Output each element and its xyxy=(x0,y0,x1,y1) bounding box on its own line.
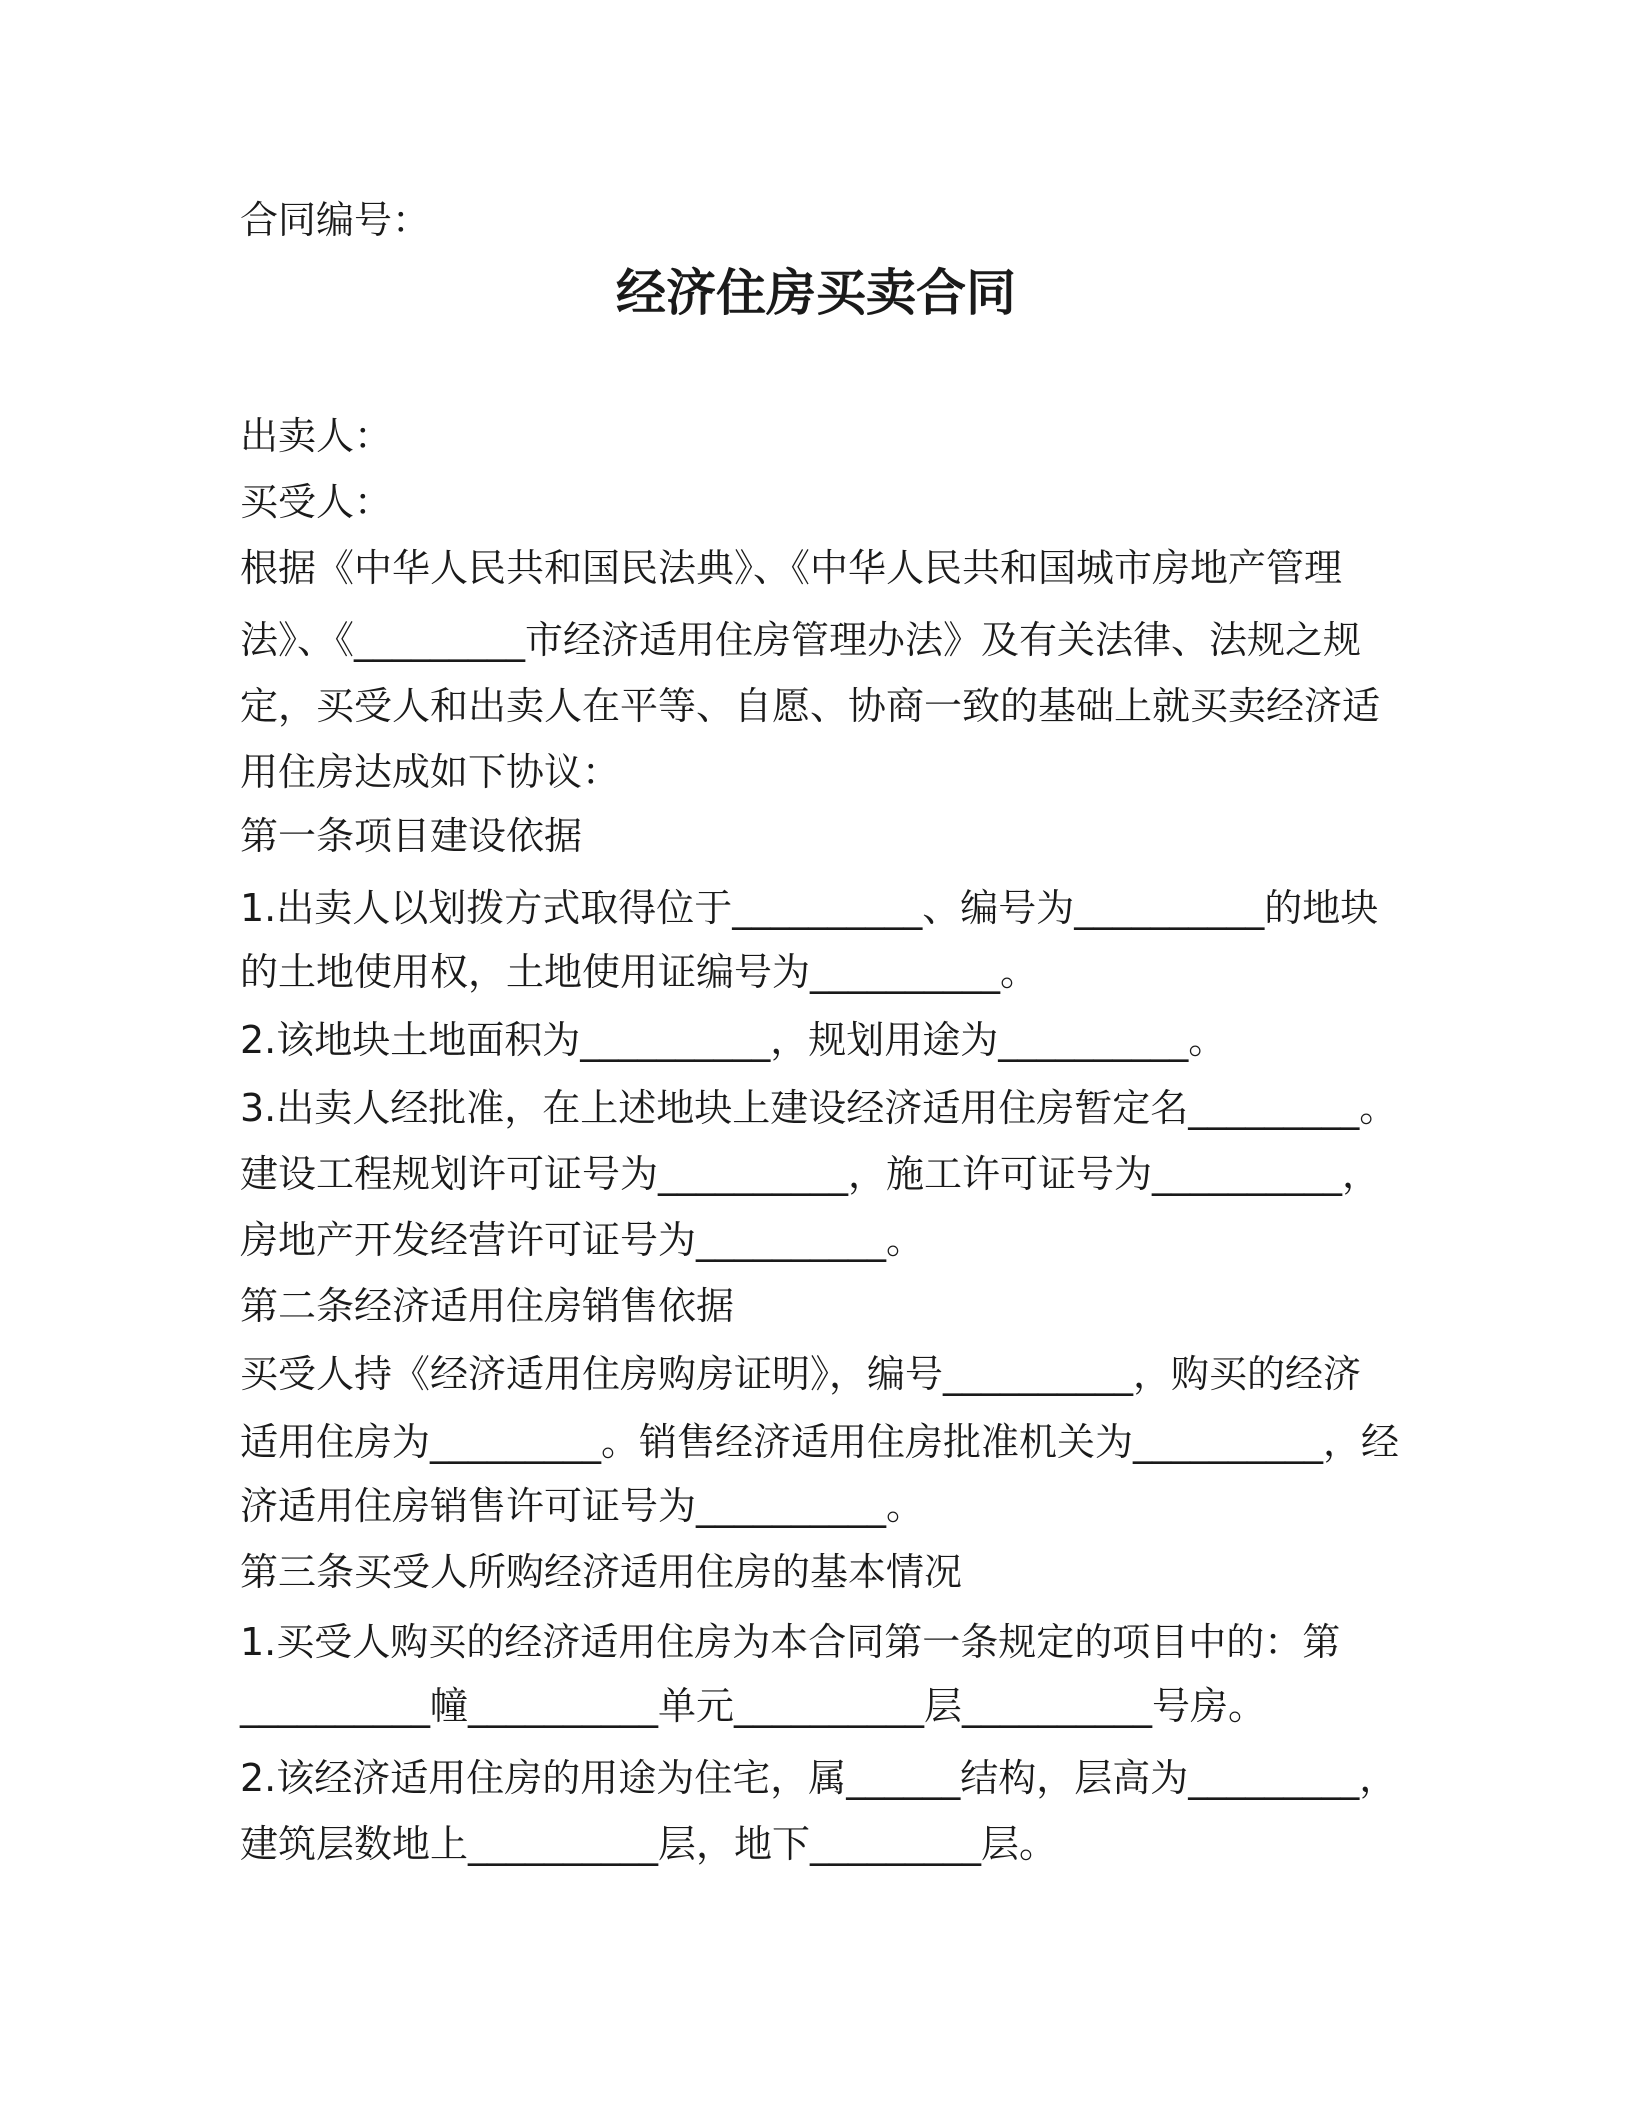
clause-line: 建筑层数地上__________层，地下_________层。 xyxy=(240,1822,1058,1866)
clause-line: 济适用住房销售许可证号为__________。 xyxy=(240,1484,925,1528)
clause-line: 建设工程规划许可证号为__________，施工许可证号为__________， xyxy=(240,1152,1381,1196)
clause-line: 3.出卖人经批准，在上述地块上建设经济适用住房暂定名_________。 xyxy=(240,1086,1398,1130)
preamble-line: 定，买受人和出卖人在平等、自愿、协商一致的基础上就买卖经济适 xyxy=(240,684,1381,728)
article-heading: 第二条经济适用住房销售依据 xyxy=(240,1284,735,1328)
buyer-label: 买受人： xyxy=(240,480,393,524)
document-title: 经济住房买卖合同 xyxy=(616,264,1016,322)
clause-line: 房地产开发经营许可证号为__________。 xyxy=(240,1218,925,1262)
preamble-line: 用住房达成如下协议： xyxy=(240,750,621,794)
seller-label: 出卖人： xyxy=(240,414,393,458)
contract-number-label: 合同编号： xyxy=(240,198,431,242)
preamble-line: 根据《中华人民共和国民法典》、《中华人民共和国城市房地产管理 xyxy=(240,546,1343,590)
clause-line: 1.出卖人以划拨方式取得位于__________、编号为__________的地块 xyxy=(240,886,1379,930)
clause-line: 的土地使用权，土地使用证编号为__________。 xyxy=(240,950,1039,994)
clause-line: 2.该经济适用住房的用途为住宅，属______结构，层高为_________， xyxy=(240,1756,1398,1800)
clause-line: 2.该地块土地面积为__________，规划用途为__________。 xyxy=(240,1018,1227,1062)
article-heading: 第三条买受人所购经济适用住房的基本情况 xyxy=(240,1550,963,1594)
clause-line: 1.买受人购买的经济适用住房为本合同第一条规定的项目中的：第 xyxy=(240,1620,1341,1664)
clause-line: 买受人持《经济适用住房购房证明》，编号__________，购买的经济 xyxy=(240,1352,1362,1396)
clause-line: __________幢__________单元__________层__________号房。 xyxy=(240,1684,1267,1728)
clause-line: 适用住房为_________。销售经济适用住房批准机关为__________，经 xyxy=(240,1420,1400,1464)
preamble-line: 法》、《_________市经济适用住房管理办法》及有关法律、法规之规 xyxy=(240,618,1362,662)
article-heading: 第一条项目建设依据 xyxy=(240,814,583,858)
